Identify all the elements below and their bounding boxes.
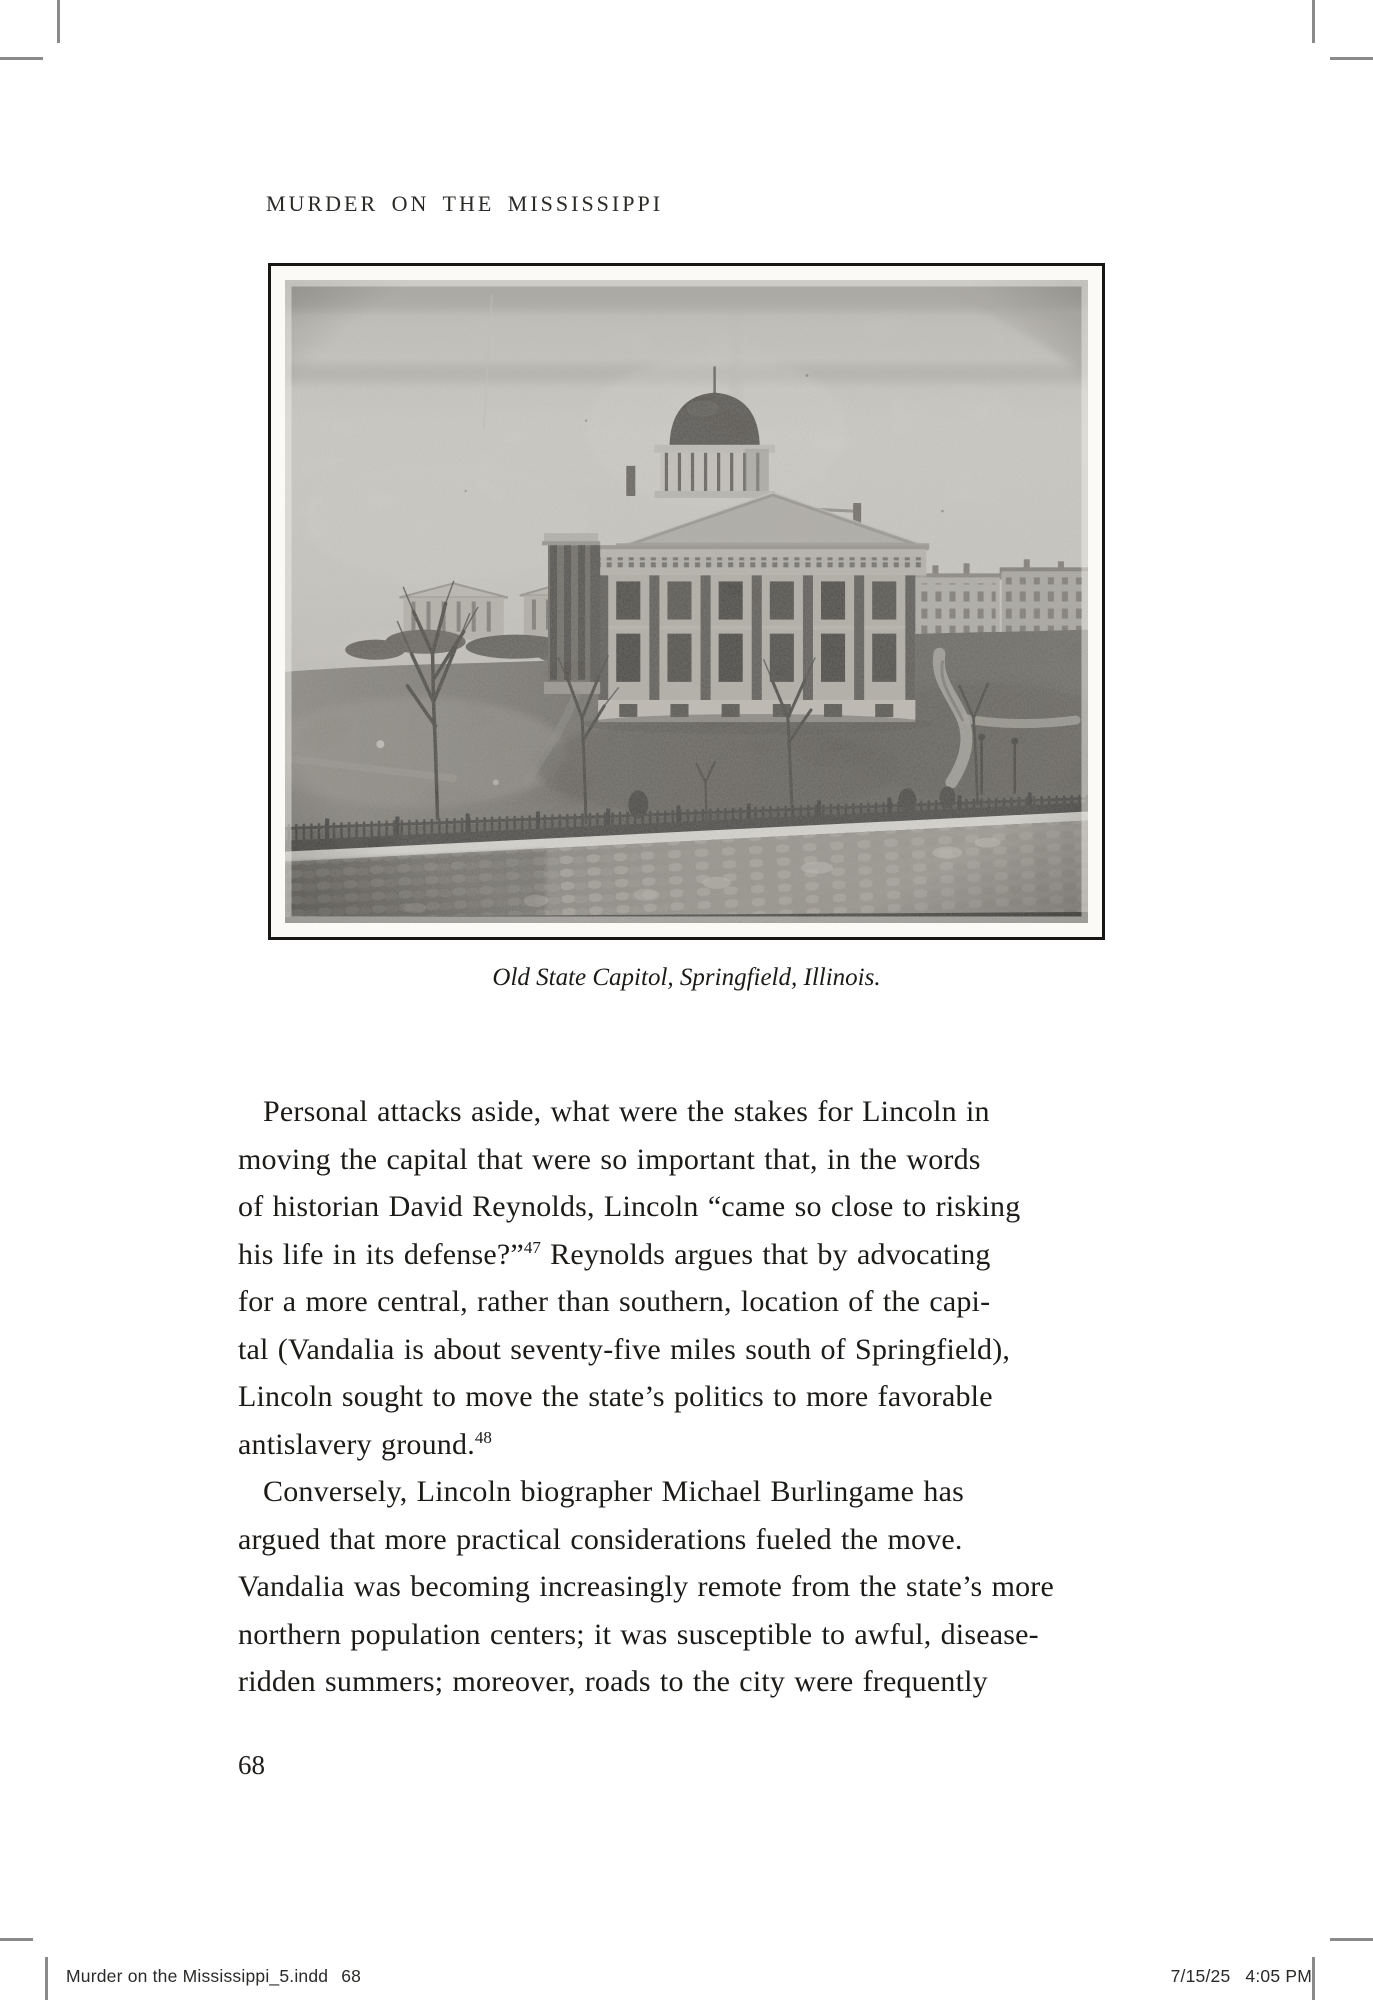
old-state-capitol-photo xyxy=(285,280,1088,923)
crop-mark-top-left-horizontal xyxy=(0,57,43,60)
crop-mark-top-right-horizontal xyxy=(1330,57,1373,60)
text-line: argued that more practical considerations fueled the move. xyxy=(238,1522,963,1556)
crop-mark-bottom-right-vertical xyxy=(1312,1957,1315,2000)
text-line: of historian David Reynolds, Lincoln “came so close to risking xyxy=(238,1190,1021,1223)
page-number: 68 xyxy=(238,1750,265,1780)
text-line: tal (Vandalia is about seventy-five miles south of Springfield), xyxy=(238,1332,1011,1366)
text-line: ridden summers; moreover, roads to the city were frequently xyxy=(238,1665,988,1698)
crop-mark-top-left-vertical xyxy=(57,0,60,43)
text-segment: Reynolds argues that by advocating xyxy=(540,1237,991,1271)
proof-time: 4:05 PM xyxy=(1245,1966,1312,1986)
old-state-capitol-illustration xyxy=(285,280,1088,923)
text-line: moving the capital that were so important that, in the words xyxy=(238,1142,981,1176)
crop-mark-bottom-right-horizontal xyxy=(1330,1938,1373,1941)
footnote-ref-47: 47 xyxy=(523,1237,541,1257)
text-line: Vandalia was becoming increasingly remote from the state’s more xyxy=(238,1570,1055,1603)
text-line: northern population centers; it was susceptible to awful, disease- xyxy=(238,1617,1039,1651)
proof-page: 68 xyxy=(341,1966,362,1986)
text-line xyxy=(238,1421,1150,1469)
text-line: Conversely, Lincoln biographer Michael Burlingame has xyxy=(263,1475,964,1508)
proof-date: 7/15/25 xyxy=(1170,1966,1231,1986)
proof-slug-left xyxy=(66,1966,361,1987)
vignette-overlay xyxy=(285,280,1088,923)
crop-mark-bottom-left-horizontal xyxy=(0,1938,33,1941)
figure-caption: Old State Capitol, Springfield, Illinois. xyxy=(492,964,881,991)
crop-mark-top-right-vertical xyxy=(1312,0,1315,43)
text-line xyxy=(238,1231,1150,1279)
running-header: MURDER ON THE MISSISSIPPI xyxy=(266,191,664,216)
paragraph-2 xyxy=(238,1468,1150,1706)
paragraph-1 xyxy=(238,1088,1150,1468)
crop-mark-bottom-left-vertical xyxy=(45,1957,48,2000)
footnote-ref-48: 48 xyxy=(474,1427,492,1447)
proof-slug-right xyxy=(1171,1966,1312,1987)
text-segment: antislavery ground. xyxy=(238,1427,475,1461)
text-line: for a more central, rather than southern, location of the capi- xyxy=(238,1285,991,1318)
text-line: Lincoln sought to move the state’s politics to more favorable xyxy=(238,1380,993,1413)
proof-filename: Murder on the Mississippi_5.indd xyxy=(66,1966,329,1986)
text-line: Personal attacks aside, what were the stakes for Lincoln in xyxy=(263,1095,990,1128)
text-segment: his life in its defense?” xyxy=(238,1237,524,1271)
body-text xyxy=(238,1088,1150,1706)
figure-old-state-capitol xyxy=(268,263,1105,940)
